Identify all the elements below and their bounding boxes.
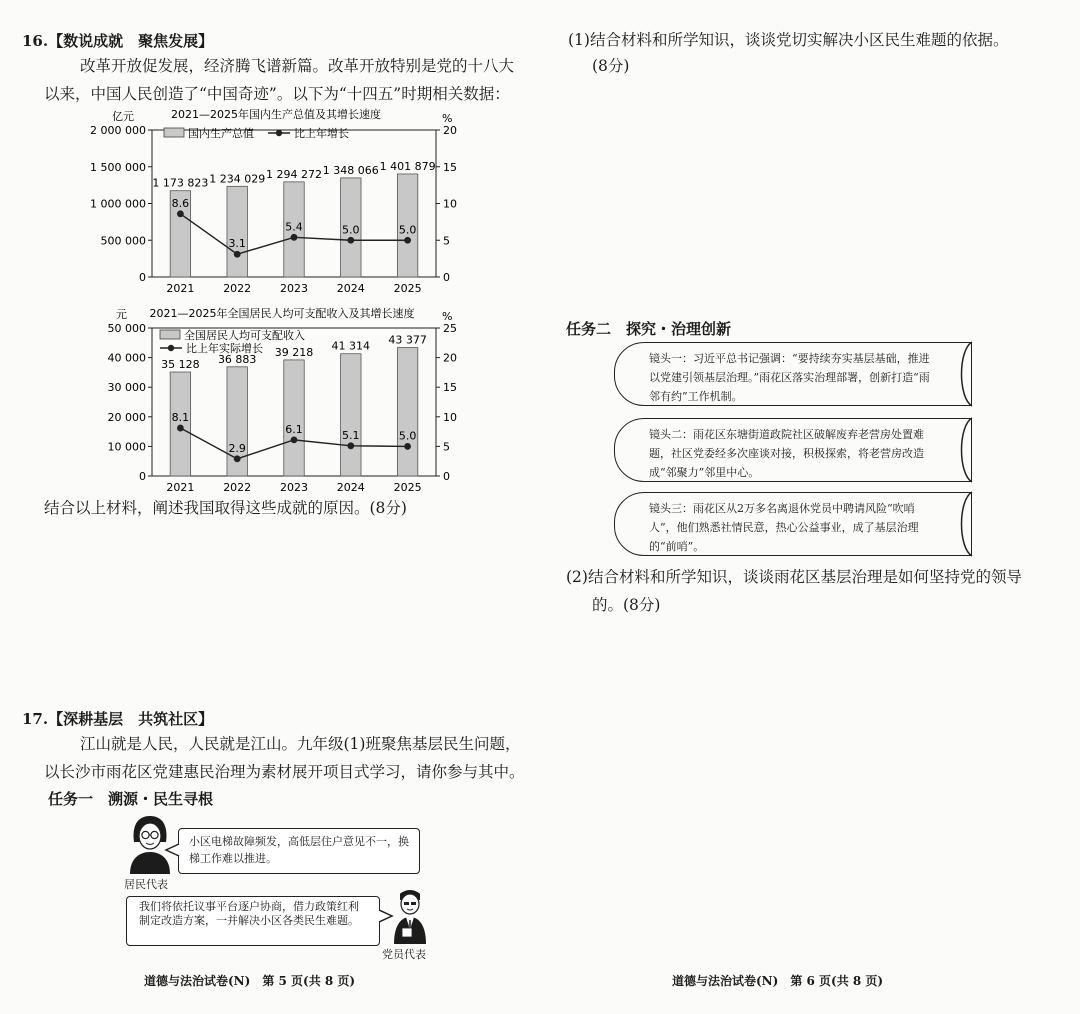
chart1-category-label: 2023 xyxy=(280,282,308,294)
chart1-category-label: 2022 xyxy=(223,282,252,294)
chart1-growth-label: 5.0 xyxy=(398,223,417,237)
chart2-y2tick-label: 25 xyxy=(443,322,457,335)
chart1-legend-bar-swatch xyxy=(164,128,184,137)
chart2-growth-point xyxy=(347,442,354,449)
chart1-bar-label: 1 401 879 xyxy=(379,159,436,173)
chart1-growth-label: 3.1 xyxy=(228,237,246,251)
chart2-y2tick-label: 20 xyxy=(443,351,457,365)
task2-title: 任务二 探究・治理创新 xyxy=(566,320,732,338)
right-q1-score: (8分) xyxy=(592,57,630,75)
chart1-category-label: 2024 xyxy=(336,282,365,294)
chart1-category-label: 2021 xyxy=(166,282,195,294)
chart1-category-label: 2025 xyxy=(393,282,422,294)
chart2-y2tick-label: 5 xyxy=(443,440,450,454)
chart2-ytick-label: 30 000 xyxy=(107,381,146,395)
chart2-y2tick-label: 15 xyxy=(443,381,457,395)
scroll-shot-1 xyxy=(614,342,972,406)
chart2-y2tick-label: 0 xyxy=(443,470,450,483)
chart2-legend-bar: 全国居民人均可支配收入 xyxy=(184,329,305,342)
chart2-growth-label: 2.9 xyxy=(228,441,246,455)
shot-3-text: 镜头三：雨花区从2万多名离退休党员中聘请风险“吹哨人”，他们熟悉社情民意，热心公益事业，成了基层治理的“前哨”。 xyxy=(649,502,919,553)
chart1-y2tick-label: 0 xyxy=(443,271,450,284)
chart2-category-label: 2024 xyxy=(336,481,365,494)
chart2-growth-label: 5.1 xyxy=(342,428,360,442)
chart2-bar-label: 36 883 xyxy=(217,352,257,366)
chart1-bar-label: 1 348 066 xyxy=(322,163,379,177)
party-speech-text: 我们将依托议事平台逐户协商，借力政策红利制定改造方案，一并解决小区各类民生难题。 xyxy=(139,900,359,927)
chart1-bar-label: 1 294 272 xyxy=(266,167,322,181)
chart2-ytick-label: 0 xyxy=(139,470,146,483)
resident-speech-bubble xyxy=(178,828,420,874)
party-speech-bubble xyxy=(126,896,380,946)
chart1-growth-label: 5.4 xyxy=(285,220,303,234)
q17-intro-line2: 以长沙市雨花区党建惠民治理为素材展开项目式学习，请你参与其中。 xyxy=(44,763,525,781)
chart2-bar xyxy=(397,348,417,476)
chart1-ylabel: 亿元 xyxy=(112,110,134,123)
chart1-title: 2021—2025年国内生产总值及其增长速度 xyxy=(171,108,381,121)
shot-1-text: 镜头一：习近平总书记强调：“要持续夯实基层基础，推进以党建引领基层治理。”雨花区落实治理部署，创新打造“雨邻有约”工作机制。 xyxy=(649,352,930,403)
task1-title: 任务一 溯源・民生寻根 xyxy=(48,790,214,808)
chart2-legend-bar-swatch xyxy=(160,330,180,339)
chart1-bar-label: 1 173 823 xyxy=(152,176,209,190)
footer-left-page: 道德与法治试卷(N) 第 5 页(共 8 页) xyxy=(144,974,356,988)
income-chart xyxy=(86,304,470,494)
right-q2-line1: (2)结合材料和所学知识，谈谈雨花区基层治理是如何坚持党的领导 xyxy=(566,568,1022,586)
chart1-legend-line: 比上年增长 xyxy=(294,127,349,140)
chart1-bar xyxy=(227,186,247,277)
chart2-category-label: 2025 xyxy=(393,481,422,494)
chart2-category-label: 2021 xyxy=(166,481,195,494)
chart1-ytick-label: 1 000 000 xyxy=(90,197,146,211)
chart1-growth-label: 5.0 xyxy=(342,223,360,237)
chart2-growth-point xyxy=(404,443,411,450)
chart2-title: 2021—2025年全国居民人均可支配收入及其增长速度 xyxy=(149,307,415,320)
chart1-y2label: % xyxy=(442,112,453,125)
right-q1: (1)结合材料和所学知识，谈谈党切实解决小区民生难题的依据。 xyxy=(568,31,1009,49)
chart2-bar-label: 43 377 xyxy=(388,333,427,347)
chart2-bar-label: 39 218 xyxy=(274,345,314,359)
q16-heading: 16.【数说成就 聚焦发展】 xyxy=(22,32,214,50)
scroll-shot-3 xyxy=(614,492,972,556)
chart2-legend-dot xyxy=(168,345,174,351)
chart1-bar-label: 1 234 029 xyxy=(209,172,266,186)
q17-heading: 17.【深耕基层 共筑社区】 xyxy=(22,710,214,728)
chart1-growth-point xyxy=(177,210,184,217)
resident-label: 居民代表 xyxy=(124,878,168,891)
chart1-growth-point xyxy=(404,237,411,244)
chart1-y2tick-label: 15 xyxy=(443,160,457,174)
shot-2-text: 镜头二：雨花区东塘街道政院社区破解废弃老营房处置难题，社区党委经多次座谈对接，积极探索，将老营房改造成“邻聚力”邻里中心。 xyxy=(649,428,924,479)
footer-right-page: 道德与法治试卷(N) 第 6 页(共 8 页) xyxy=(672,974,884,988)
chart1-ytick-label: 500 000 xyxy=(100,234,146,248)
resident-bubble-tail xyxy=(164,842,180,858)
chart2-bar xyxy=(341,354,361,476)
right-q2-line2: 的。(8分) xyxy=(592,596,661,614)
chart1-legend-bar: 国内生产总值 xyxy=(188,127,254,140)
chart2-category-label: 2023 xyxy=(280,481,308,494)
chart2-growth-label: 6.1 xyxy=(285,422,303,436)
chart1-legend-dot xyxy=(276,130,282,136)
chart1-ytick-label: 1 500 000 xyxy=(90,160,146,174)
chart1-growth-point xyxy=(234,251,241,258)
chart1-growth-label: 8.6 xyxy=(171,196,190,210)
party-member-label: 党员代表 xyxy=(382,948,426,961)
chart2-ytick-label: 40 000 xyxy=(107,351,146,365)
q16-intro-line1: 改革开放促发展，经济腾飞谱新篇。改革开放特别是党的十八大 xyxy=(80,57,515,75)
chart2-bar xyxy=(284,360,304,476)
scroll-curls xyxy=(950,340,980,560)
chart2-growth-point xyxy=(177,425,184,432)
chart2-growth-point xyxy=(291,436,298,443)
chart1-y2tick-label: 20 xyxy=(443,124,457,137)
chart2-ytick-label: 50 000 xyxy=(107,322,146,335)
chart2-ytick-label: 10 000 xyxy=(107,440,146,454)
chart1-growth-point xyxy=(291,234,298,241)
party-member-avatar-icon xyxy=(390,884,430,944)
chart1-y2tick-label: 5 xyxy=(443,234,450,248)
gdp-chart xyxy=(86,104,470,294)
chart2-ytick-label: 20 000 xyxy=(107,410,146,424)
chart2-y2tick-label: 10 xyxy=(443,410,457,424)
chart2-bar-label: 35 128 xyxy=(161,358,200,372)
chart2-y2label: % xyxy=(442,310,453,323)
chart1-growth-point xyxy=(347,237,354,244)
scroll-shot-2 xyxy=(614,418,972,482)
chart1-ytick-label: 2 000 000 xyxy=(90,124,146,137)
chart2-category-label: 2022 xyxy=(223,481,252,494)
chart2-growth-label: 8.1 xyxy=(171,411,190,425)
chart1-ytick-label: 0 xyxy=(139,271,146,284)
chart2-growth-point xyxy=(234,455,241,462)
q17-intro-line1: 江山就是人民，人民就是江山。九年级(1)班聚焦基层民生问题， xyxy=(80,735,521,753)
chart2-bar-label: 41 314 xyxy=(331,339,371,353)
resident-speech-text: 小区电梯故障频发，高低层住户意见不一，换梯工作难以推进。 xyxy=(189,835,409,865)
chart1-y2tick-label: 10 xyxy=(443,197,457,211)
q16-question: 结合以上材料，阐述我国取得这些成就的原因。(8分) xyxy=(44,499,407,517)
q16-intro-line2: 以来，中国人民创造了“中国奇迹”。以下为“十四五”时期相关数据： xyxy=(44,85,510,103)
chart2-growth-label: 5.0 xyxy=(398,429,417,443)
chart2-ylabel: 元 xyxy=(116,308,127,321)
chart2-legend-line: 比上年实际增长 xyxy=(186,342,263,355)
